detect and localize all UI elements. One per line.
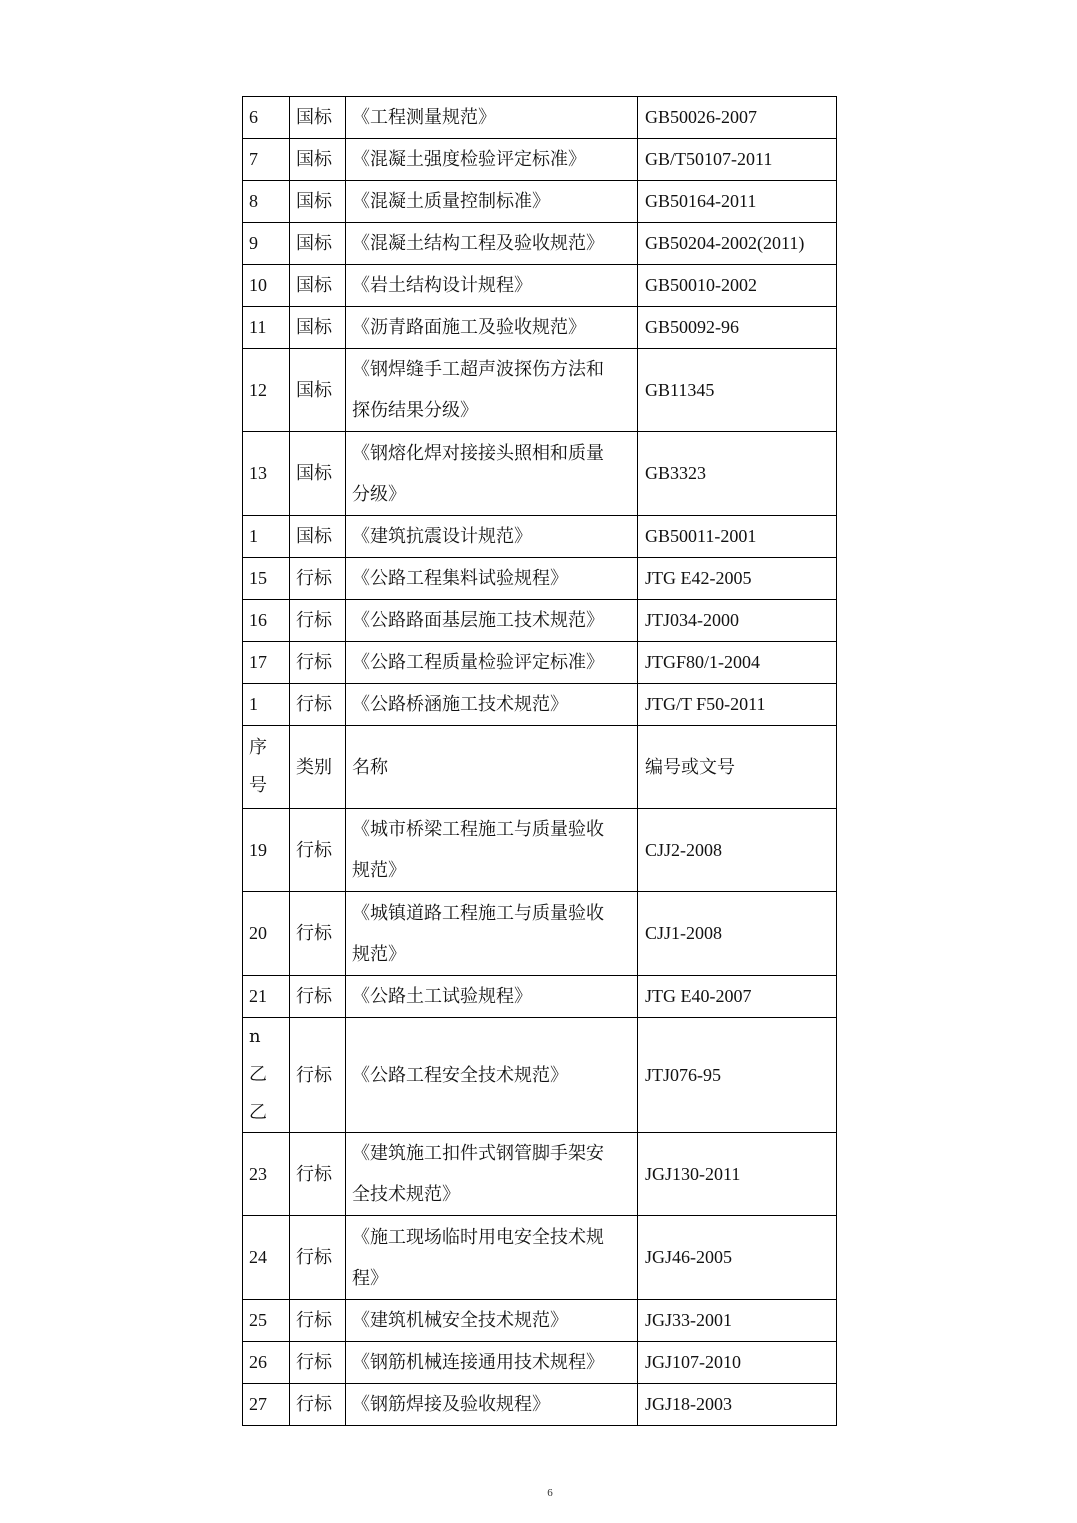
table-row [243,1300,837,1342]
cell-name-line: 全技术规范》 [352,1184,460,1205]
cell-name: 《沥青路面施工及验收规范》 [346,307,638,349]
cell-code: JTG E40-2007 [638,976,837,1018]
cell-name-line: 规范》 [352,943,406,965]
cell-type: 行标 [290,976,346,1018]
cell-type: 国标 [290,432,346,516]
cell-code: GB/T50107-2011 [638,139,837,181]
cell-no: 21 [243,976,290,1018]
cell-no: 16 [243,600,290,642]
cell-type: 行标 [290,600,346,642]
cell-type: 国标 [290,349,346,432]
cell-code: JTJ076-95 [638,1018,837,1133]
cell-name: 《公路土工试验规程》 [346,976,638,1018]
cell-name-line: 《建筑施工扣件式钢管脚手架安 [352,1143,604,1164]
cell-type: 国标 [290,223,346,265]
cell-no: 1 [243,684,290,726]
cell-code: GB11345 [638,349,837,432]
cell-code: GB50092-96 [638,307,837,349]
cell-code: GB50011-2001 [638,516,837,558]
cell-type: 行标 [290,892,346,976]
cell-no: 15 [243,558,290,600]
cell-name: 《公路工程安全技术规范》 [346,1018,638,1133]
cell-code: JGJ46-2005 [638,1216,837,1300]
cell-name: 《建筑机械安全技术规范》 [346,1300,638,1342]
table-row [243,892,837,976]
cell-no: 11 [243,307,290,349]
cell-code: GB50026-2007 [638,97,837,139]
cell-name-line: 《城市桥梁工程施工与质量验收 [352,819,604,840]
cell-no: 8 [243,181,290,223]
table-row [243,223,837,265]
cell-code: JTG E42-2005 [638,558,837,600]
table-row [243,1342,837,1384]
cell-type: 行标 [290,1018,346,1133]
table-row [243,97,837,139]
cell-type: 行标 [290,642,346,684]
cell-name: 《公路工程集料试验规程》 [346,558,638,600]
cell-code: GB50204-2002(2011) [638,223,837,265]
cell-no-line: 乙 [249,1064,267,1085]
header-code: 编号或文号 [638,726,837,809]
cell-no: 13 [243,432,290,516]
cell-no: 23 [243,1133,290,1216]
cell-name: 《公路路面基层施工技术规范》 [346,600,638,642]
cell-code: JGJ18-2003 [638,1384,837,1426]
table-row [243,600,837,642]
cell-no: 7 [243,139,290,181]
header-no-line: 号 [249,775,267,796]
table-row [243,1018,837,1133]
cell-no: 24 [243,1216,290,1300]
cell-code: GB3323 [638,432,837,516]
cell-name: 《混凝土强度检验评定标准》 [346,139,638,181]
cell-name [346,809,638,892]
page-number: 6 [547,1487,553,1499]
cell-no: 1 [243,516,290,558]
cell-type: 国标 [290,97,346,139]
cell-name: 《工程测量规范》 [346,97,638,139]
cell-no-line: 乙 [249,1102,267,1123]
cell-code: CJJ2-2008 [638,809,837,892]
cell-code: GB50164-2011 [638,181,837,223]
cell-name-line: 《城镇道路工程施工与质量验收 [352,902,604,924]
cell-name [346,1133,638,1216]
cell-type: 行标 [290,684,346,726]
cell-code: CJJ1-2008 [638,892,837,976]
header-name: 名称 [346,726,638,809]
cell-name [346,892,638,976]
cell-no-line: n [249,1026,261,1047]
cell-code: JGJ130-2011 [638,1133,837,1216]
table-row [243,684,837,726]
header-no [243,726,290,809]
cell-type: 国标 [290,516,346,558]
cell-no: 12 [243,349,290,432]
table-row [243,432,837,516]
table-row [243,1216,837,1300]
header-type: 类别 [290,726,346,809]
cell-name [346,1216,638,1300]
cell-type: 国标 [290,181,346,223]
cell-name-line: 分级》 [352,483,406,505]
cell-no: 25 [243,1300,290,1342]
cell-code: JTG/T F50-2011 [638,684,837,726]
cell-type: 国标 [290,265,346,307]
cell-no: 27 [243,1384,290,1426]
cell-no: 26 [243,1342,290,1384]
cell-type: 行标 [290,1216,346,1300]
cell-type: 国标 [290,139,346,181]
cell-code: GB50010-2002 [638,265,837,307]
cell-no [243,1018,290,1133]
cell-type: 行标 [290,1342,346,1384]
table-row [243,976,837,1018]
cell-name: 《岩土结构设计规程》 [346,265,638,307]
cell-no: 6 [243,97,290,139]
cell-type: 行标 [290,558,346,600]
cell-code: JGJ107-2010 [638,1342,837,1384]
table-row [243,307,837,349]
cell-no: 10 [243,265,290,307]
table-row [243,1384,837,1426]
table-row [243,516,837,558]
cell-no: 17 [243,642,290,684]
table-row [243,1133,837,1216]
cell-type: 行标 [290,1384,346,1426]
table-row [243,349,837,432]
cell-name: 《混凝土质量控制标准》 [346,181,638,223]
cell-code: JTJ034-2000 [638,600,837,642]
table-row [243,139,837,181]
cell-name: 《建筑抗震设计规范》 [346,516,638,558]
cell-name-line: 规范》 [352,860,406,881]
cell-name: 《公路工程质量检验评定标准》 [346,642,638,684]
table-header-row [243,726,837,809]
cell-name: 《公路桥涵施工技术规范》 [346,684,638,726]
cell-name [346,349,638,432]
cell-no: 19 [243,809,290,892]
standards-table [242,96,837,1426]
cell-name: 《混凝土结构工程及验收规范》 [346,223,638,265]
cell-no: 9 [243,223,290,265]
cell-type: 行标 [290,809,346,892]
cell-type: 国标 [290,307,346,349]
table-row [243,558,837,600]
cell-name-line: 《钢焊缝手工超声波探伤方法和 [352,359,604,380]
cell-name: 《钢筋焊接及验收规程》 [346,1384,638,1426]
cell-type: 行标 [290,1133,346,1216]
header-no-line: 序 [249,737,267,758]
cell-code: JGJ33-2001 [638,1300,837,1342]
cell-no: 20 [243,892,290,976]
cell-type: 行标 [290,1300,346,1342]
cell-name-line: 程》 [352,1267,388,1289]
table-row [243,809,837,892]
cell-name [346,432,638,516]
cell-name-line: 探伤结果分级》 [352,400,478,421]
table-row [243,642,837,684]
table-row [243,265,837,307]
table-row [243,181,837,223]
cell-name-line: 《钢熔化焊对接接头照相和质量 [352,442,604,464]
cell-name-line: 《施工现场临时用电安全技术规 [352,1226,604,1248]
cell-code: JTGF80/1-2004 [638,642,837,684]
cell-name: 《钢筋机械连接通用技术规程》 [346,1342,638,1384]
